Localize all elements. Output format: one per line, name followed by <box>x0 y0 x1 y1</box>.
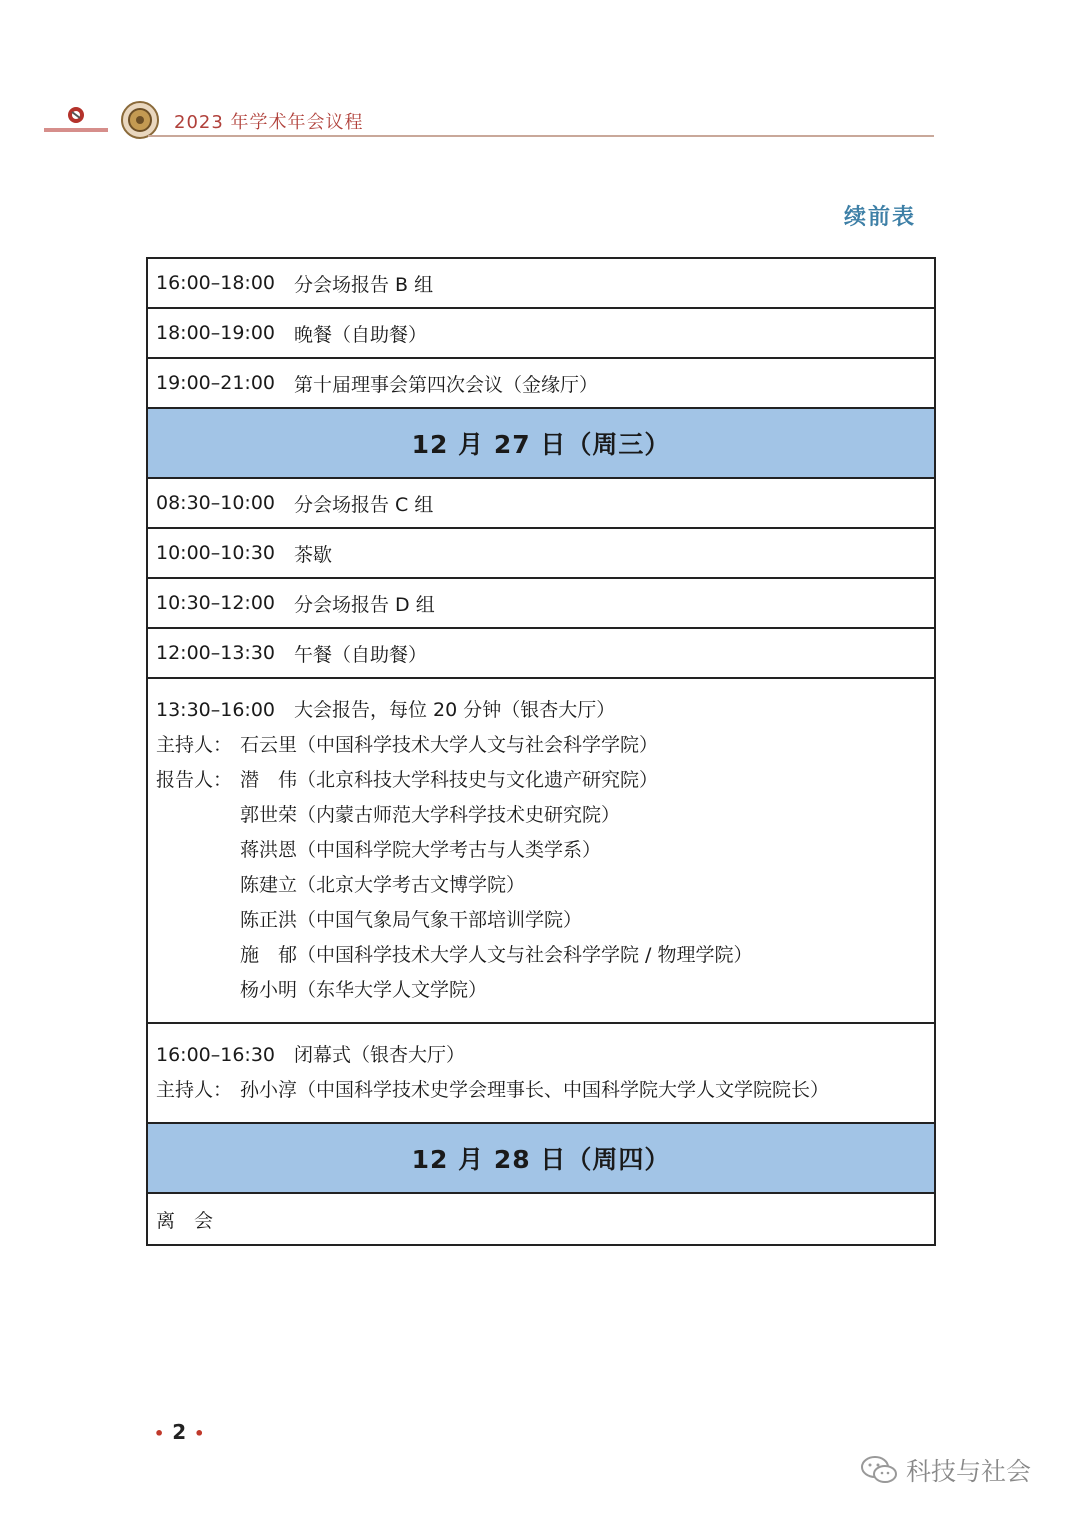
row-event: 分会场报告 B 组 <box>294 273 434 296</box>
row-event: 分会场报告 D 组 <box>294 593 435 616</box>
departure-row: 离 会 <box>156 1209 214 1232</box>
schedule-row <box>148 309 934 359</box>
row-time: 13:30–16:00 <box>156 699 276 721</box>
header-title: 2023 年学术年会议程 <box>174 112 364 133</box>
plenary-session-row <box>148 679 934 1024</box>
wechat-account-name: 科技与社会 <box>906 1457 1032 1486</box>
day-header-dec28: 12 月 28 日（周四） <box>148 1124 934 1194</box>
speaker: 郭世荣（内蒙古师范大学科学技术史研究院） <box>240 804 621 826</box>
schedule-table <box>146 257 936 1246</box>
page-number <box>146 1420 212 1444</box>
host-name: 孙小淳（中国科学技术史学会理事长、中国科学院大学人文学院院长） <box>240 1079 830 1101</box>
speaker: 施 郁（中国科学技术大学人文与社会科学学院 / 物理学院） <box>240 944 753 966</box>
page-header <box>40 96 936 140</box>
closing-ceremony-row <box>148 1024 934 1124</box>
speaker: 杨小明（东华大学人文学院） <box>240 979 488 1001</box>
row-event: 晚餐（自助餐） <box>294 323 428 346</box>
speaker: 陈正洪（中国气象局气象干部培训学院） <box>240 909 583 931</box>
row-time: 16:00–16:30 <box>156 1044 276 1066</box>
schedule-row <box>148 579 934 629</box>
host-label: 主持人： <box>156 1079 233 1101</box>
wechat-icon <box>860 1455 898 1485</box>
row-time: 16:00–18:00 <box>156 272 276 294</box>
host-label: 主持人： <box>156 734 233 756</box>
bullet-icon: • <box>154 1424 165 1443</box>
row-time: 10:00–10:30 <box>156 542 276 564</box>
row-event: 第十届理事会第四次会议（金缘厅） <box>294 373 599 396</box>
schedule-row <box>148 529 934 579</box>
row-time: 18:00–19:00 <box>156 322 276 344</box>
speakers-label: 报告人： <box>156 769 233 791</box>
row-event: 茶歇 <box>294 543 333 566</box>
schedule-row <box>148 629 934 679</box>
row-time: 10:30–12:00 <box>156 592 276 614</box>
wechat-watermark <box>860 1452 1031 1488</box>
row-time: 12:00–13:30 <box>156 642 276 664</box>
header-divider <box>148 135 934 137</box>
row-event: 分会场报告 C 组 <box>294 493 434 516</box>
host-name: 石云里（中国科学技术大学人文与社会科学学院） <box>240 734 659 756</box>
schedule-row <box>148 359 934 409</box>
row-event: 闭幕式（银杏大厅） <box>294 1044 466 1066</box>
row-time: 19:00–21:00 <box>156 372 276 394</box>
speaker: 陈建立（北京大学考古文博学院） <box>240 874 526 896</box>
schedule-row <box>148 479 934 529</box>
speaker: 潜 伟（北京科技大学科技史与文化遗产研究院） <box>240 769 659 791</box>
row-time: 08:30–10:00 <box>156 492 276 514</box>
day-header-dec27: 12 月 27 日（周三） <box>148 409 934 479</box>
speaker: 蒋洪恩（中国科学院大学考古与人类学系） <box>240 839 602 861</box>
schedule-row <box>148 259 934 309</box>
row-event: 午餐（自助餐） <box>294 643 428 666</box>
row-event: 大会报告，每位 20 分钟（银杏大厅） <box>294 699 616 721</box>
emblem-logo-icon <box>120 100 160 140</box>
society-logo-icon <box>42 106 110 136</box>
continued-label: 续前表 <box>843 205 916 230</box>
page-number-value: 2 <box>172 1420 187 1444</box>
bullet-icon: • <box>194 1424 205 1443</box>
